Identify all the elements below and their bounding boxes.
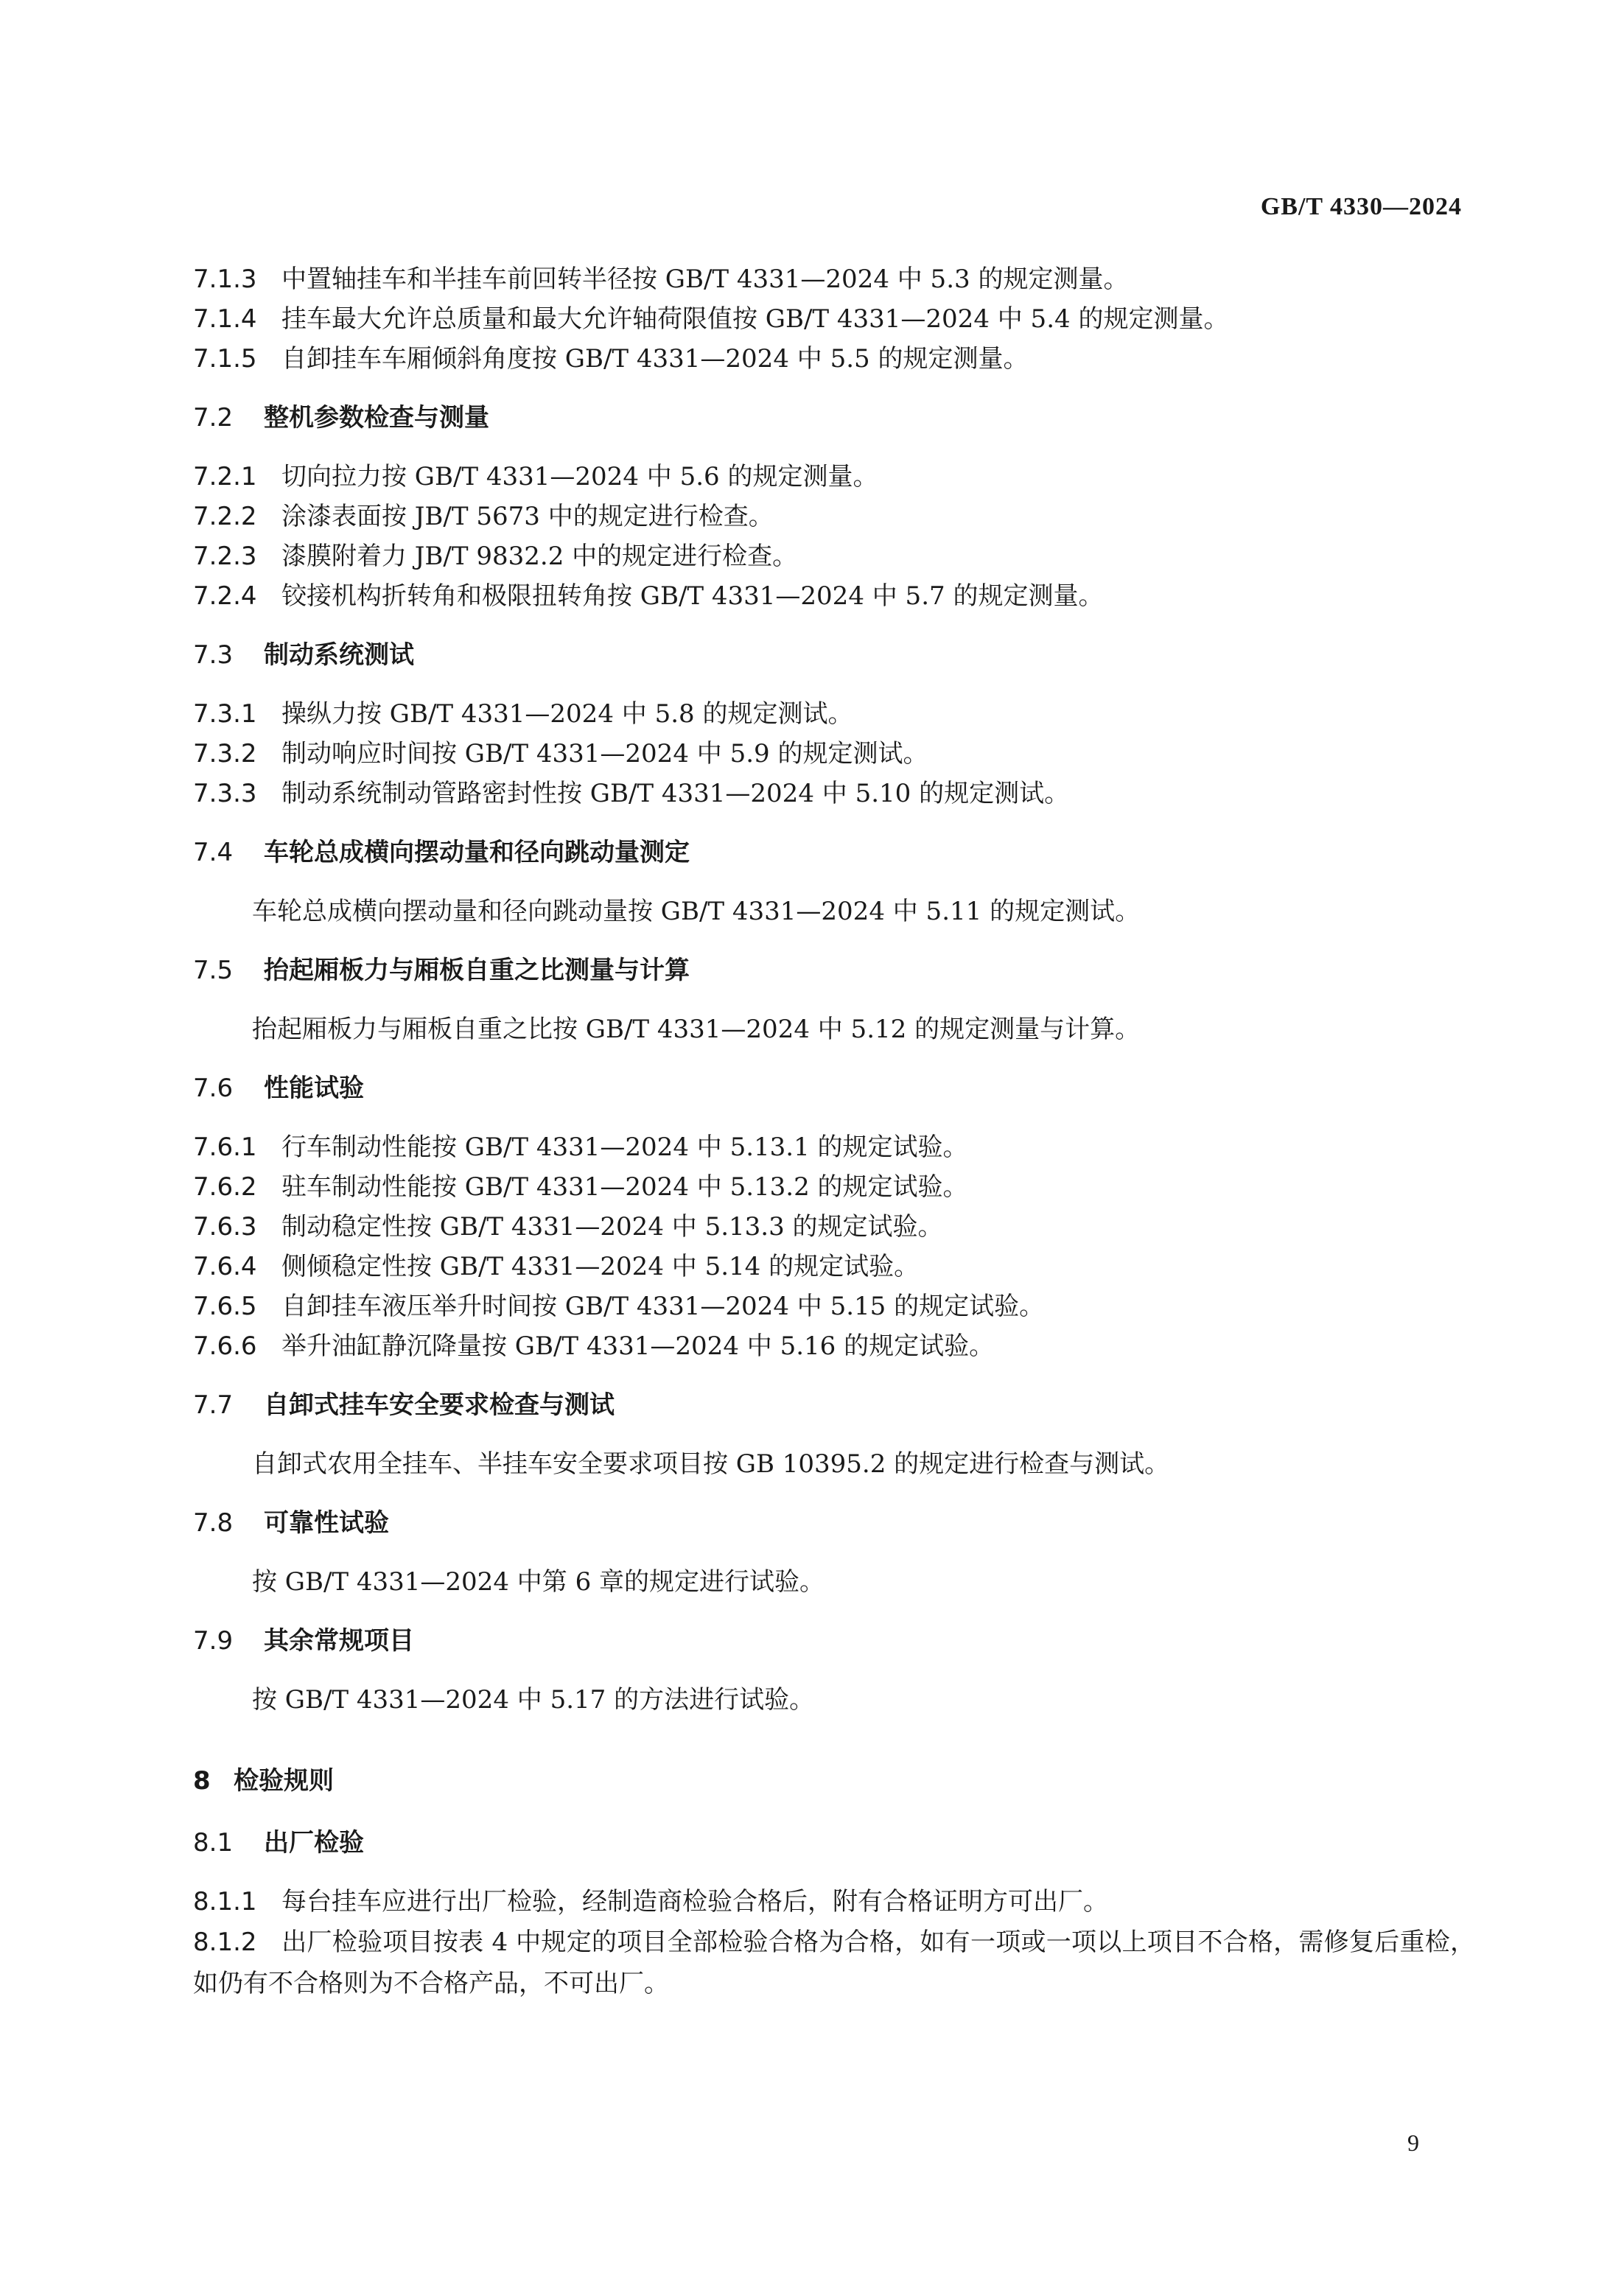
clause-text: 举升油缸静沉降量按 GB/T 4331—2024 中 5.16 的规定试验。 [281, 1331, 995, 1361]
clause-text: 自卸挂车车厢倾斜角度按 GB/T 4331—2024 中 5.5 的规定测量。 [281, 344, 1029, 374]
section-number: 7.3 [193, 640, 234, 670]
clause-7-6-3 [193, 1207, 1475, 1247]
section-heading-7-4 [193, 833, 1475, 872]
clause-text: 操纵力按 GB/T 4331—2024 中 5.8 的规定测试。 [281, 699, 853, 729]
clause-number: 8.1.1 [193, 1887, 257, 1916]
clause-number: 7.2.4 [193, 581, 257, 611]
clause-text: 涂漆表面按 JB/T 5673 中的规定进行检查。 [281, 502, 774, 531]
clause-7-6-5 [193, 1286, 1475, 1326]
clause-7-2-4 [193, 576, 1475, 616]
clause-text: 铰接机构折转角和极限扭转角按 GB/T 4331—2024 中 5.7 的规定测量。 [281, 581, 1104, 611]
clause-number: 7.6.6 [193, 1331, 257, 1361]
clause-number: 7.6.4 [193, 1252, 257, 1281]
section-heading-7-7 [193, 1385, 1475, 1425]
section-number: 7.5 [193, 956, 234, 985]
clause-text: 切向拉力按 GB/T 4331—2024 中 5.6 的规定测量。 [281, 462, 878, 491]
section-number: 7.9 [193, 1626, 234, 1656]
section-heading-7-5 [193, 951, 1475, 990]
clause-number: 7.6.5 [193, 1292, 257, 1321]
section-heading-7-3 [193, 635, 1475, 675]
clause-7-2-3 [193, 536, 1475, 576]
section-number: 7.7 [193, 1390, 234, 1420]
clause-8-1-2 [193, 1922, 1475, 2004]
section-number: 7.6 [193, 1074, 234, 1103]
clause-number: 7.6.2 [193, 1172, 257, 1202]
clause-7-2-2 [193, 497, 1475, 536]
clause-text: 制动响应时间按 GB/T 4331—2024 中 5.9 的规定测试。 [281, 739, 928, 769]
section-paragraph-7-5: 抬起厢板力与厢板自重之比按 GB/T 4331—2024 中 5.12 的规定测量与计算。 [252, 1015, 1141, 1044]
clause-number: 7.1.4 [193, 304, 257, 334]
clause-text: 自卸挂车液压举升时间按 GB/T 4331—2024 中 5.15 的规定试验。 [281, 1292, 1045, 1321]
clause-7-1-5 [193, 339, 1475, 379]
section-title: 出厂检验 [264, 1828, 364, 1858]
clause-number: 7.2.2 [193, 502, 257, 531]
section-heading-8-1 [193, 1823, 1475, 1863]
section-heading-7-2 [193, 398, 1475, 438]
section-title: 其余常规项目 [264, 1626, 414, 1656]
clause-7-2-1 [193, 457, 1475, 497]
clause-number: 7.2.3 [193, 542, 257, 571]
clause-number: 7.6.1 [193, 1133, 257, 1162]
chapter-heading-8 [193, 1761, 1475, 1801]
section-number: 7.2 [193, 403, 234, 433]
document-header-id: GB/T 4330—2024 [1260, 193, 1462, 220]
document-body [193, 259, 1475, 2004]
clause-number: 7.2.1 [193, 462, 257, 491]
section-number: 8.1 [193, 1828, 234, 1858]
section-title: 制动系统测试 [264, 640, 414, 670]
chapter-title: 检验规则 [234, 1766, 334, 1796]
clause-text: 每台挂车应进行出厂检验，经制造商检验合格后，附有合格证明方可出厂。 [281, 1887, 1108, 1916]
section-heading-7-6 [193, 1068, 1475, 1108]
clause-text: 行车制动性能按 GB/T 4331—2024 中 5.13.1 的规定试验。 [281, 1133, 968, 1162]
clause-7-6-4 [193, 1247, 1475, 1286]
clause-text: 侧倾稳定性按 GB/T 4331—2024 中 5.14 的规定试验。 [281, 1252, 920, 1281]
section-title: 性能试验 [264, 1074, 364, 1103]
section-title: 抬起厢板力与厢板自重之比测量与计算 [264, 956, 690, 985]
clause-7-6-2 [193, 1167, 1475, 1207]
clause-text: 出厂检验项目按表 4 中规定的项目全部检验合格为合格，如有一项或一项以上项目不合格，需修复后重检，如仍有不合格则为不合格产品，不可出厂。 [193, 1928, 1475, 1998]
section-paragraph-7-8: 按 GB/T 4331—2024 中第 6 章的规定进行试验。 [252, 1567, 825, 1597]
clause-7-1-4 [193, 299, 1475, 339]
clause-number: 7.1.3 [193, 265, 257, 294]
clause-7-3-3 [193, 774, 1475, 813]
section-heading-7-8 [193, 1503, 1475, 1543]
clause-number: 8.1.2 [193, 1928, 257, 1957]
section-title: 自卸式挂车安全要求检查与测试 [264, 1390, 615, 1420]
clause-text: 漆膜附着力 JB/T 9832.2 中的规定进行检查。 [281, 542, 798, 571]
clause-text: 中置轴挂车和半挂车前回转半径按 GB/T 4331—2024 中 5.3 的规定测量。 [281, 265, 1129, 294]
section-heading-7-9 [193, 1621, 1475, 1661]
clause-7-3-1 [193, 694, 1475, 734]
section-paragraph-7-7: 自卸式农用全挂车、半挂车安全要求项目按 GB 10395.2 的规定进行检查与测试。 [252, 1449, 1170, 1479]
section-number: 7.8 [193, 1508, 234, 1538]
section-title: 可靠性试验 [264, 1508, 389, 1538]
section-paragraph-7-4: 车轮总成横向摆动量和径向跳动量按 GB/T 4331—2024 中 5.11 的规定测试。 [252, 897, 1141, 926]
clause-8-1-1 [193, 1882, 1475, 1922]
clause-text: 挂车最大允许总质量和最大允许轴荷限值按 GB/T 4331—2024 中 5.4 的规定测量。 [281, 304, 1229, 334]
clause-number: 7.1.5 [193, 344, 257, 374]
clause-text: 制动系统制动管路密封性按 GB/T 4331—2024 中 5.10 的规定测试。 [281, 779, 1070, 808]
clause-7-3-2 [193, 734, 1475, 774]
section-number: 7.4 [193, 838, 234, 867]
clause-text: 制动稳定性按 GB/T 4331—2024 中 5.13.3 的规定试验。 [281, 1212, 943, 1242]
clause-text: 驻车制动性能按 GB/T 4331—2024 中 5.13.2 的规定试验。 [281, 1172, 968, 1202]
clause-number: 7.3.1 [193, 699, 257, 729]
section-paragraph-7-9: 按 GB/T 4331—2024 中 5.17 的方法进行试验。 [252, 1685, 815, 1715]
clause-number: 7.6.3 [193, 1212, 257, 1242]
clause-7-6-6 [193, 1326, 1475, 1366]
section-title: 车轮总成横向摆动量和径向跳动量测定 [264, 838, 690, 867]
clause-number: 7.3.3 [193, 779, 257, 808]
page-number: 9 [1407, 2129, 1419, 2156]
clause-7-6-1 [193, 1127, 1475, 1167]
chapter-number: 8 [193, 1766, 211, 1796]
clause-number: 7.3.2 [193, 739, 257, 769]
clause-7-1-3 [193, 259, 1475, 299]
section-title: 整机参数检查与测量 [264, 403, 489, 433]
